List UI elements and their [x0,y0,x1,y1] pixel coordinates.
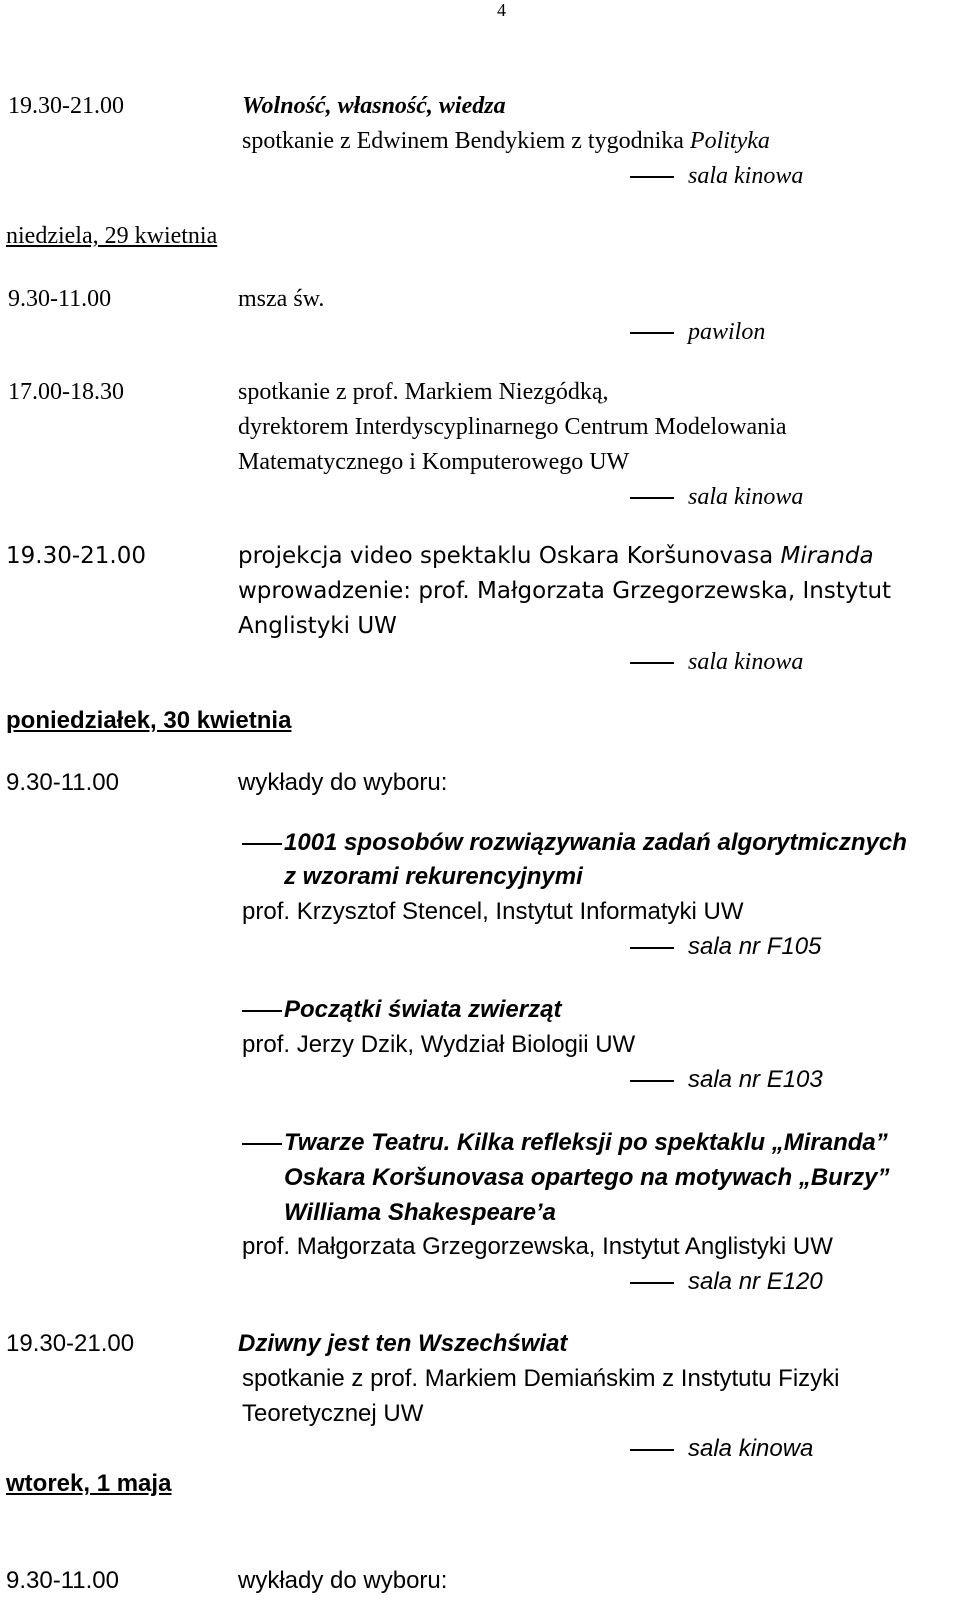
event-description: msza św. [238,286,325,312]
event-venue: pawilon [630,318,765,347]
event-venue: sala kinowa [630,648,803,677]
event-title: Wolność, własność, wiedza [242,93,506,119]
lecture-title-line: Twarze Teatru. Kilka refleksji po spektaklu „Miranda” [284,1129,888,1156]
event-title: Dziwny jest ten Wszechświat [238,1330,568,1357]
lecture-speaker: prof. Małgorzata Grzegorzewska, Instytut Anglistyki UW [242,1233,833,1260]
event-venue: sala kinowa [630,1435,813,1464]
dash-icon [630,497,674,499]
day-heading: niedziela, 29 kwietnia [6,223,218,249]
event-time: 17.00-18.30 [8,379,124,405]
event-time: 9.30-11.00 [6,769,119,796]
lecture-title [242,996,282,1025]
dash-icon [630,332,674,334]
event-description-line: Anglistyki UW [238,613,397,639]
lecture-speaker: prof. Krzysztof Stencel, Instytut Informatyki UW [242,898,744,925]
event-description-line: Matematycznego i Komputerowego UW [238,449,630,475]
dash-icon [630,947,674,949]
lecture-room: sala nr F105 [630,933,821,962]
lecture-title-line: Oskara Koršunovasa opartego na motywach „Burzy” [284,1164,890,1191]
event-description: projekcja video spektaklu Oskara Koršunovasa Miranda [238,543,874,569]
lecture-title [242,829,282,858]
lecture-title-line: Początki świata zwierząt [284,996,562,1023]
event-venue: sala kinowa [630,483,803,512]
day-heading: poniedziałek, 30 kwietnia [6,707,292,734]
dash-icon [630,1449,674,1451]
dash-icon [630,1282,674,1284]
event-venue: sala kinowa [630,162,803,191]
dash-icon [242,843,282,845]
event-time: 19.30-21.00 [8,93,124,119]
dash-icon [630,176,674,178]
lecture-room: sala nr E120 [630,1268,823,1297]
lecture-speaker: prof. Jerzy Dzik, Wydział Biologii UW [242,1031,636,1058]
event-time: 19.30-21.00 [6,1330,135,1357]
event-description: spotkanie z Edwinem Bendykiem z tygodnika Polityka [242,128,770,154]
lecture-title-line: Williama Shakespeare’a [284,1199,556,1226]
day-heading: wtorek, 1 maja [6,1470,172,1497]
lecture-title-line: z wzorami rekurencyjnymi [284,863,583,890]
event-description-line: Teoretycznej UW [242,1400,424,1427]
event-time: 9.30-11.00 [8,286,112,312]
lecture-title [242,1129,282,1158]
dash-icon [630,662,674,664]
lecture-title-line: 1001 sposobów rozwiązywania zadań algorytmicznych [284,829,907,856]
event-description: wykłady do wyboru: [238,769,448,796]
dash-icon [242,1143,282,1145]
dash-icon [630,1080,674,1082]
event-time: 19.30-21.00 [6,543,146,569]
event-description-line: wprowadzenie: prof. Małgorzata Grzegorzewska, Instytut [238,578,892,604]
lecture-room: sala nr E103 [630,1066,823,1095]
dash-icon [242,1010,282,1012]
event-time: 9.30-11.00 [6,1567,119,1594]
event-description-line: spotkanie z prof. Markiem Demiańskim z Instytutu Fizyki [242,1365,840,1392]
event-description: wykłady do wyboru: [238,1567,448,1594]
event-description-line: spotkanie z prof. Markiem Niezgódką, [238,379,609,405]
event-description-line: dyrektorem Interdyscyplinarnego Centrum Modelowania [238,414,787,440]
page-number: 4 [497,0,506,20]
